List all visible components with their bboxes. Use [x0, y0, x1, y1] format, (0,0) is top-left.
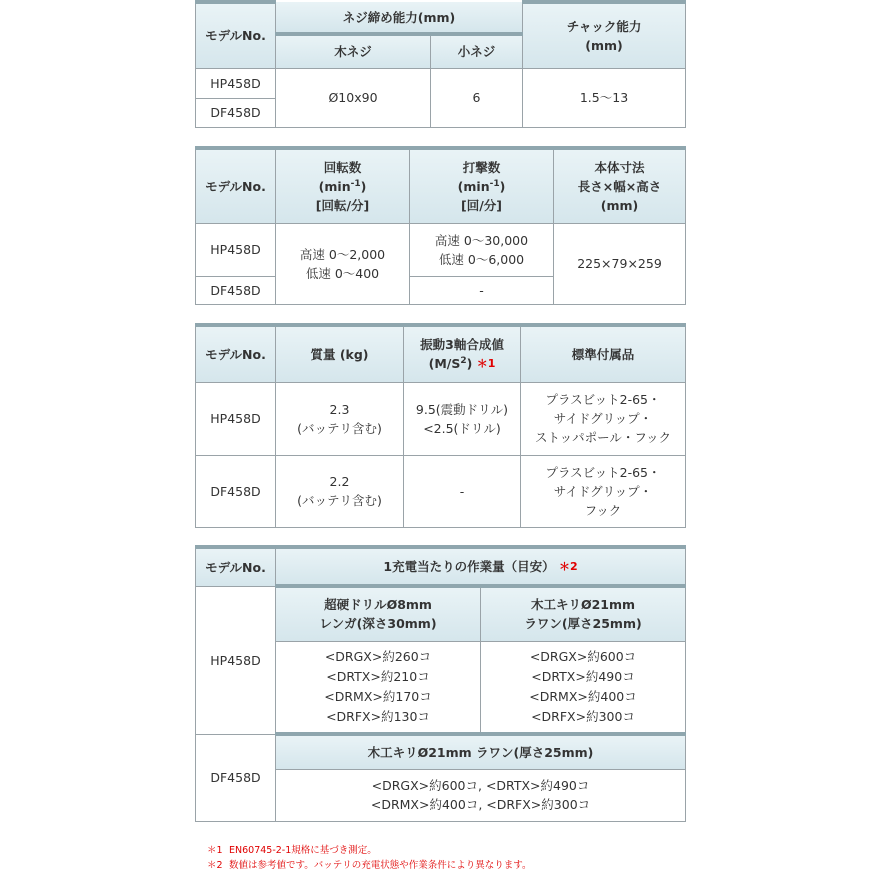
model-header: モデルNo. [196, 547, 276, 586]
dimensions-value: 225×79×259 [554, 223, 686, 304]
spec-table-speed [195, 146, 686, 305]
note-marker: ＊1 [476, 357, 496, 371]
rpm-value: 高速 0～2,000 低速 0～400 [276, 223, 410, 304]
model-cell: HP458D [196, 586, 276, 734]
impact-rate-value: - [410, 276, 554, 304]
model-header: モデルNo. [196, 325, 276, 382]
small-screw-header: 小ネジ [431, 34, 523, 68]
workload-header: 1充電当たりの作業量（目安） ＊2 [276, 547, 686, 586]
model-cell: HP458D [196, 382, 276, 455]
note-marker: ＊2 [558, 560, 578, 573]
model-cell: DF458D [196, 276, 276, 304]
wood-screw-header: 木ネジ [276, 34, 431, 68]
model-header: モデルNo. [196, 148, 276, 223]
wood-auger-header: 木工キリØ21mm ラワン(厚さ25mm) [481, 586, 686, 641]
impact-rate-value: 高速 0～30,000 低速 0～6,000 [410, 223, 554, 276]
model-header: モデルNo. [196, 2, 276, 68]
wood-screw-value: Ø10x90 [276, 68, 431, 127]
carbide-drill-values: <DRGX>約260コ <DRTX>約210コ <DRMX>約170コ <DRFX>約130コ [276, 641, 481, 734]
vibration-value: 9.5(震動ドリル) <2.5(ドリル) [404, 382, 521, 455]
spec-table-capacity [195, 0, 686, 128]
chuck-capacity-header: チャック能力 (mm) [523, 2, 686, 68]
df-wood-auger-values: <DRGX>約600コ, <DRTX>約490コ <DRMX>約400コ, <DRFX>約300コ [276, 769, 686, 821]
accessories-value: プラスビット2-65・ サイドグリップ・ ストッパポール・フック [521, 382, 686, 455]
df-wood-auger-header: 木工キリØ21mm ラワン(厚さ25mm) [276, 734, 686, 769]
spec-table-mass [195, 323, 686, 528]
accessories-header: 標準付属品 [521, 325, 686, 382]
footnotes [207, 843, 531, 873]
wood-auger-values: <DRGX>約600コ <DRTX>約490コ <DRMX>約400コ <DRFX>約300コ [481, 641, 686, 734]
model-cell: HP458D [196, 68, 276, 98]
accessories-value: プラスビット2-65・ サイドグリップ・ フック [521, 455, 686, 527]
rpm-header: 回転数 $(\min^{-1})$ [回転/分] [276, 148, 410, 223]
dimensions-header: 本体寸法 長さ×幅×高さ (mm) [554, 148, 686, 223]
footnote-2: ＊2 数値は参考値です。バッテリの充電状態や作業条件により異なります。 [207, 860, 532, 871]
mass-value: 2.3 (バッテリ含む) [276, 382, 404, 455]
vibration-header: 振動3軸合成値 $(M/S^2)$ ＊1 [404, 325, 521, 382]
vibration-value: - [404, 455, 521, 527]
spec-table-workload [195, 545, 686, 822]
mass-header: 質量 (kg) [276, 325, 404, 382]
impact-rate-header: 打撃数 $(\min^{-1})$ [回/分] [410, 148, 554, 223]
carbide-drill-header: 超硬ドリルØ8mm レンガ(深さ30mm) [276, 586, 481, 641]
screw-capacity-header: ネジ締め能力(mm) [276, 2, 523, 34]
model-cell: DF458D [196, 734, 276, 821]
model-cell: HP458D [196, 223, 276, 276]
model-cell: DF458D [196, 98, 276, 127]
chuck-value: 1.5～13 [523, 68, 686, 127]
model-cell: DF458D [196, 455, 276, 527]
mass-value: 2.2 (バッテリ含む) [276, 455, 404, 527]
footnote-1: ＊1 EN60745-2-1規格に基づき測定。 [207, 845, 377, 856]
small-screw-value: 6 [431, 68, 523, 127]
